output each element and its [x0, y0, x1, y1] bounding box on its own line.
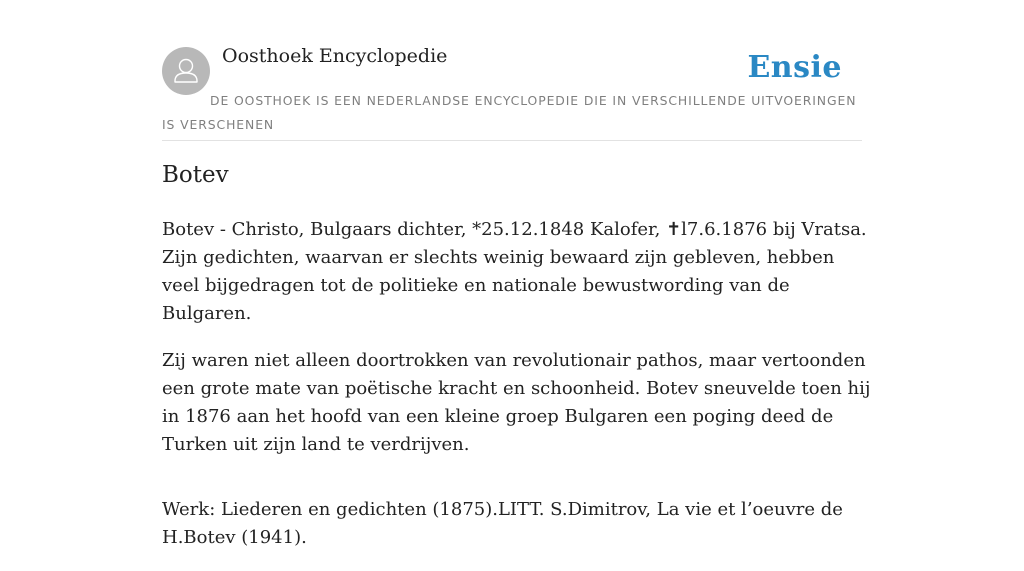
content-column [162, 0, 871, 548]
source-description: DE OOSTHOEK IS EEN NEDERLANDSE ENCYCLOPEDIE DIE IN VERSCHILLENDE UITVOERINGEN IS VERSCHENEN [162, 93, 857, 132]
article-works-paragraph: Werk: Liederen en gedichten (1875).LITT. S.Dimitrov, La vie et l’oeuvre de H.Botev (1941). [162, 499, 843, 548]
article-title: Botev [162, 162, 229, 188]
article-body [162, 216, 872, 571]
source-header [162, 0, 862, 141]
article-paragraph: Botev - Christo, Bulgaars dichter, *25.12.1848 Kalofer, ✝l7.6.1876 bij Vratsa. Zijn gedichten, waarvan er slechts weinig bewaard zijn gebleven, hebben veel bijgedragen tot de politieke en nationale bewustwording van de Bulgaren. [162, 219, 867, 324]
source-name-link[interactable]: Oosthoek Encyclopedie [222, 45, 448, 67]
user-avatar-icon[interactable] [162, 47, 210, 95]
ensie-logo[interactable]: Ensie [747, 50, 842, 85]
article-paragraph: Zij waren niet alleen doortrokken van revolutionair pathos, maar vertoonden een grote mate van poëtische kracht en schoonheid. Botev sneuvelde toen hij in 1876 aan het hoofd van een kleine groep Bulgaren een poging deed de Turken uit zijn land te verdrijven. [162, 350, 871, 455]
